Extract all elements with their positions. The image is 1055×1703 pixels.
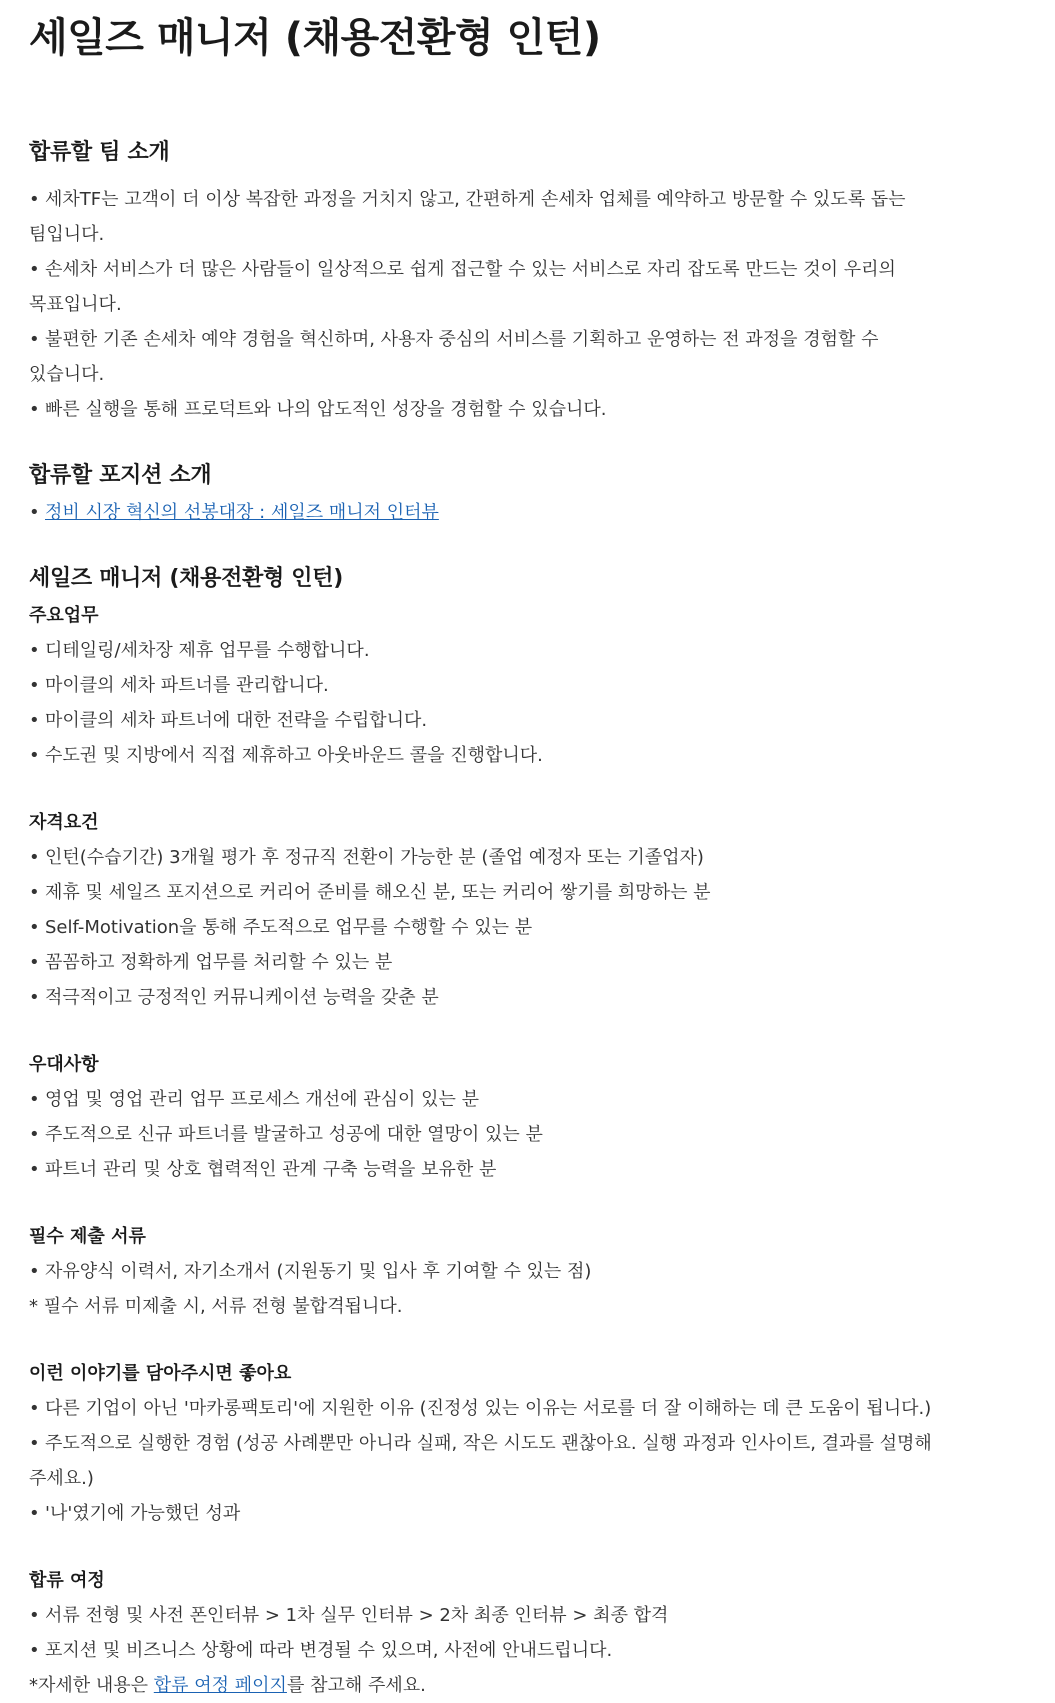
bullet-icon: • xyxy=(29,640,40,661)
team-heading: 합류할 팀 소개 xyxy=(29,140,170,165)
bullet-icon: • xyxy=(29,259,40,280)
bullet-icon: • xyxy=(29,847,40,868)
list-item: • 빠른 실행을 통해 프로덕트와 나의 압도적인 성장을 경험할 수 있습니다. xyxy=(29,392,959,427)
interview-link[interactable]: 정비 시장 혁신의 선봉대장 : 세일즈 매니저 인터뷰 xyxy=(45,502,439,523)
list-item: • 세차TF는 고객이 더 이상 복잡한 과정을 거치지 않고, 간편하게 손세차 업체를 예약하고 방문할 수 있도록 돕는 팀입니다. xyxy=(29,182,959,252)
bullet-icon: • xyxy=(29,710,40,731)
bullet-icon: • xyxy=(29,675,40,696)
list-item: • 자유양식 이력서, 자기소개서 (지원동기 및 입사 후 기여할 수 있는 점) xyxy=(29,1254,989,1289)
position-section xyxy=(29,461,989,530)
list-item: • Self-Motivation을 통해 주도적으로 업무를 수행할 수 있는 분 xyxy=(29,910,989,945)
process-heading: 합류 여정 xyxy=(29,1570,105,1591)
bullet-icon: • xyxy=(29,399,40,420)
story-heading: 이런 이야기를 담아주시면 좋아요 xyxy=(29,1363,292,1384)
documents-note: * 필수 서류 미제출 시, 서류 전형 불합격됩니다. xyxy=(29,1296,403,1317)
documents-heading: 필수 제출 서류 xyxy=(29,1226,146,1247)
role-section xyxy=(29,564,989,1703)
list-item: • 꼼꼼하고 정확하게 업무를 처리할 수 있는 분 xyxy=(29,945,989,980)
bullet-icon: • xyxy=(29,1124,40,1145)
duties-heading: 주요업무 xyxy=(29,605,99,626)
page-title: 세일즈 매니저 (채용전환형 인턴) xyxy=(29,15,601,61)
list-item: • 적극적이고 긍정적인 커뮤니케이션 능력을 갖춘 분 xyxy=(29,980,989,1015)
list-item: • 수도권 및 지방에서 직접 제휴하고 아웃바운드 콜을 진행합니다. xyxy=(29,738,989,773)
process-note: *자세한 내용은 합류 여정 페이지를 참고해 주세요. xyxy=(29,1675,426,1696)
bullet-icon: • xyxy=(29,1605,40,1626)
bullet-icon: • xyxy=(29,502,40,523)
list-item: • 다른 기업이 아닌 '마카롱팩토리'에 지원한 이유 (진정성 있는 이유는 서로를 더 잘 이해하는 데 큰 도움이 됩니다.) xyxy=(29,1391,959,1426)
list-item: • 마이클의 세차 파트너를 관리합니다. xyxy=(29,668,989,703)
bullet-icon: • xyxy=(29,329,40,350)
team-section xyxy=(29,138,989,427)
list-item: • 영업 및 영업 관리 업무 프로세스 개선에 관심이 있는 분 xyxy=(29,1082,989,1117)
bullet-icon: • xyxy=(29,745,40,766)
list-item: • 서류 전형 및 사전 폰인터뷰 > 1차 실무 인터뷰 > 2차 최종 인터뷰 > 최종 합격 xyxy=(29,1598,989,1633)
list-item: • 포지션 및 비즈니스 상황에 따라 변경될 수 있으며, 사전에 안내드립니다. xyxy=(29,1633,989,1668)
bullet-icon: • xyxy=(29,1159,40,1180)
list-item: • 불편한 기존 손세차 예약 경험을 혁신하며, 사용자 중심의 서비스를 기획하고 운영하는 전 과정을 경험할 수 있습니다. xyxy=(29,322,959,392)
bullet-icon: • xyxy=(29,917,40,938)
bullet-icon: • xyxy=(29,1089,40,1110)
list-item: • 제휴 및 세일즈 포지션으로 커리어 준비를 해오신 분, 또는 커리어 쌓기를 희망하는 분 xyxy=(29,875,989,910)
bullet-icon: • xyxy=(29,1640,40,1661)
bullet-icon: • xyxy=(29,1261,40,1282)
list-item: • 파트너 관리 및 상호 협력적인 관계 구축 능력을 보유한 분 xyxy=(29,1152,989,1187)
bullet-icon: • xyxy=(29,189,40,210)
bullet-icon: • xyxy=(29,882,40,903)
process-page-link[interactable]: 합류 여정 페이지 xyxy=(153,1675,287,1696)
list-item: • 주도적으로 신규 파트너를 발굴하고 성공에 대한 열망이 있는 분 xyxy=(29,1117,989,1152)
list-item: • '나'였기에 가능했던 성과 xyxy=(29,1496,959,1531)
list-item: • 마이클의 세차 파트너에 대한 전략을 수립합니다. xyxy=(29,703,989,738)
bullet-icon: • xyxy=(29,952,40,973)
list-item: • 인턴(수습기간) 3개월 평가 후 정규직 전환이 가능한 분 (졸업 예정자 또는 기졸업자) xyxy=(29,840,989,875)
bullet-icon: • xyxy=(29,1503,40,1524)
list-item: • 주도적으로 실행한 경험 (성공 사례뿐만 아니라 실패, 작은 시도도 괜찮아요. 실행 과정과 인사이트, 결과를 설명해 주세요.) xyxy=(29,1426,959,1496)
bullet-icon: • xyxy=(29,1433,40,1454)
list-item: • 손세차 서비스가 더 많은 사람들이 일상적으로 쉽게 접근할 수 있는 서비스로 자리 잡도록 만드는 것이 우리의 목표입니다. xyxy=(29,252,959,322)
requirements-heading: 자격요건 xyxy=(29,812,99,833)
list-item: • 디테일링/세차장 제휴 업무를 수행합니다. xyxy=(29,633,989,668)
list-item xyxy=(29,495,989,530)
preferred-heading: 우대사항 xyxy=(29,1054,99,1075)
role-heading: 세일즈 매니저 (채용전환형 인턴) xyxy=(29,566,343,591)
position-heading: 합류할 포지션 소개 xyxy=(29,463,212,488)
bullet-icon: • xyxy=(29,1398,40,1419)
bullet-icon: • xyxy=(29,987,40,1008)
